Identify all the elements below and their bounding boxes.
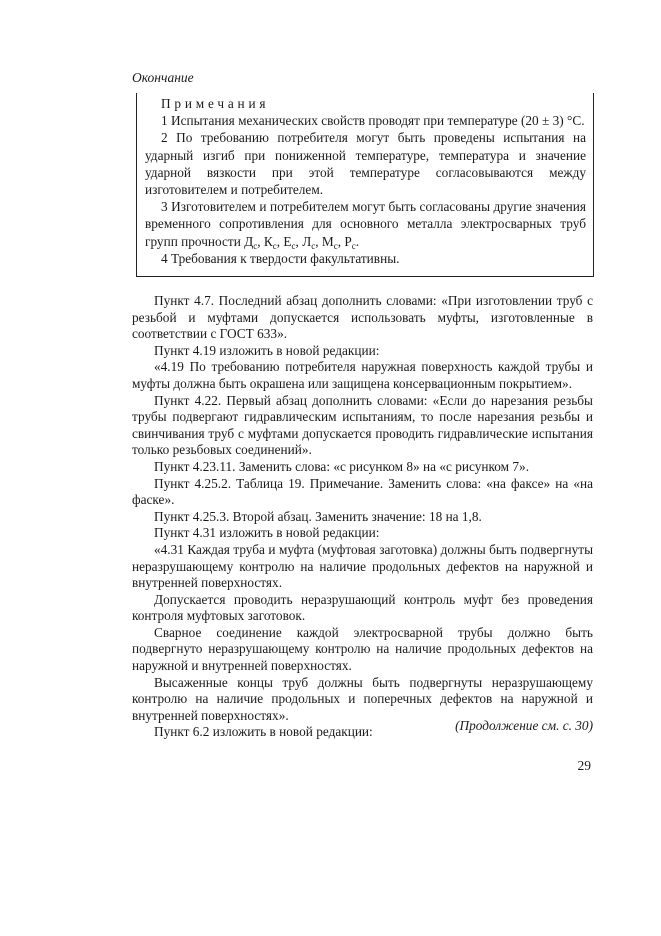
- strength-group: $М_с$: [321, 233, 338, 251]
- strength-group: $Р_с$: [344, 233, 356, 251]
- note-2: 2 По требованию потребителя могут быть проведены испытания на ударный изгиб при пониженной температуре, температура и значение ударной вязкости при этой температуре согласовываются между изготовителем и потребителем.: [145, 130, 586, 198]
- strength-group: $Е_с$: [283, 233, 296, 251]
- body-paragraph: Сварное соединение каждой электросварной трубы должно быть подвергнуто неразрушающему контролю на наличие продольных дефектов на наружной и внутренней поверхностях.: [132, 624, 593, 674]
- body-paragraph: «4.19 По требованию потребителя наружная поверхность каждой трубы и муфты должна быть окрашена или защищена консервационным покрытием».: [132, 359, 593, 391]
- notes-box: [136, 93, 594, 277]
- strength-group: $Д_с$: [244, 233, 258, 251]
- strength-group: $Л_с$: [302, 233, 316, 251]
- note-1: 1 Испытания механических свойств проводят при температуре (20 ± 3) °С.: [161, 113, 585, 129]
- body-text: [132, 293, 593, 741]
- note-4: 4 Требования к твердости факультативны.: [161, 250, 400, 266]
- body-paragraph: Пункт 4.25.2. Таблица 19. Примечание. Заменить слова: «на факсе» на «на фаске».: [132, 475, 593, 508]
- body-paragraph: Пункт 4.7. Последний абзац дополнить словами: «При изготовлении труб с резьбой и муфтами допускается использовать муфты, изготовленные в соответствии с ГОСТ 633».: [132, 293, 593, 342]
- body-paragraph: Пункт 4.19 изложить в новой редакции:: [154, 342, 380, 358]
- notes-content: [145, 95, 586, 267]
- body-paragraph: Допускается проводить неразрушающий контроль муфт без проведения контроля муфтовых заготовок.: [132, 591, 593, 624]
- note-3: 3 Изготовителем и потребителем могут быть согласованы другие значения временного сопротивления для основного металла электросварных труб групп прочности $Д_с$, $К_с$, $Е_с$, $Л_с$, $М_с$, $Р_с$.: [145, 199, 586, 251]
- body-paragraph: Пункт 4.22. Первый абзац дополнить словами: «Если до нарезания резьбы трубы подвергают гидравлическим испытаниям, то после нарезания резьбы и свинчивания труб с муфтами допускается проводить гидравлические испытания только резьбовых соединений».: [132, 392, 593, 458]
- note-3-text: 3 Изготовителем и потребителем могут быть согласованы другие значения временного сопротивления для основного металла электросварных труб групп прочности: [145, 199, 586, 249]
- page-number: 29: [577, 758, 591, 773]
- body-paragraph: Пункт 6.2 изложить в новой редакции:: [154, 724, 373, 740]
- strength-group: $К_с$: [263, 233, 277, 251]
- strength-groups: $Д_с$, $К_с$, $Е_с$, $Л_с$, $М_с$, $Р_с$: [244, 233, 356, 251]
- body-paragraph: Пункт 4.25.3. Второй абзац. Заменить значение: 18 на 1,8.: [154, 508, 482, 524]
- body-paragraph: Пункт 4.23.11. Заменить слова: «с рисунком 8» на «с рисунком 7».: [154, 458, 530, 474]
- body-paragraph: Пункт 4.31 изложить в новой редакции:: [154, 525, 380, 541]
- body-paragraph: Высаженные концы труб должны быть подвергнуты неразрушающему контролю на наличие продольных и поперечных дефектов на наружной и внутренней поверхностях».: [132, 674, 593, 723]
- body-paragraph: «4.31 Каждая труба и муфта (муфтовая заготовка) должны быть подвергнуты неразрушающему контролю на наличие продольных дефектов на наружной и внутренней поверхностях.: [132, 541, 593, 591]
- continuation-note: (Продолжение см. с. 30): [455, 718, 593, 733]
- ending-label: Окончание: [132, 70, 194, 85]
- notes-title: Примечания: [161, 96, 270, 111]
